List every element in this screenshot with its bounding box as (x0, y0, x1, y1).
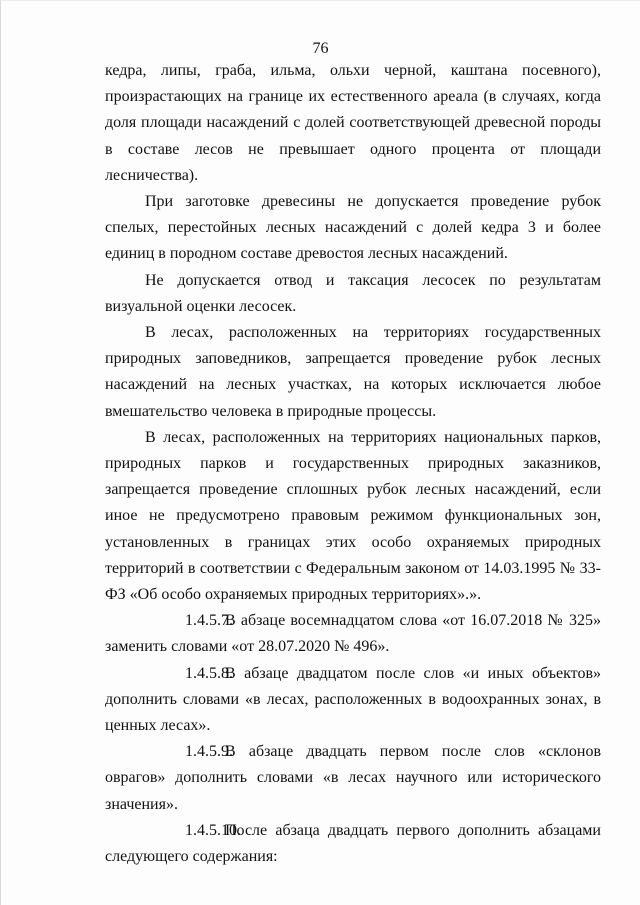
paragraph-text: Не допускается отвод и таксация лесосек по результатам визуальной оценки лесосек. (105, 271, 601, 315)
paragraph (105, 189, 601, 268)
paragraph-text: В лесах, расположенных на территориях национальных парков, природных парков и государственных природных заказников, запрещается проведение сплошных рубок лесных насаждений, если иное не предусмотрено правовым режимом функциональных зон, установленных в границах этих особо охраняемых природных территорий в соответствии с Федеральным законом от 14.03.1995 № 33-ФЗ «Об особо охраняемых природных территориях».». (105, 428, 601, 604)
amendment-clause (105, 608, 601, 660)
page-number: 76 (312, 40, 329, 57)
paragraph-text: При заготовке древесины не допускается проведение рубок спелых, перестойных лесных насаждений с долей кедра 3 и более единиц в породном составе древостоя лесных насаждений. (105, 193, 601, 263)
paragraph-text: кедра, липы, граба, ильма, ольхи черной, каштана посевного), произрастающих на границе их естественного ареала (в случаях, когда доля площади насаждений с долей соответствующей древесной породы в составе лесов не превышает одного процента от площади лесничества). (105, 62, 601, 184)
clause-text: В абзаце двадцать первом после слов «склонов оврагов» дополнить словами «в лесах научного или исторического значения». (105, 743, 601, 813)
paragraph (105, 320, 601, 425)
amendment-clause (105, 739, 601, 818)
paragraph (105, 268, 601, 320)
amendment-clause (105, 818, 601, 870)
amendment-clause (105, 661, 601, 740)
clause-text: В абзаце двадцатом после слов «и иных объектов» дополнить словами «в лесах, расположенных в водоохранных зонах, в ценных лесах». (105, 664, 601, 735)
clause-number: 1.4.5.7. (185, 612, 233, 630)
paragraph (105, 425, 601, 608)
paragraph-text: В лесах, расположенных на территориях государственных природных заповедников, запрещается проведение рубок лесных насаждений на лесных участках, на которых исключается любое вмешательство человека в природные процессы. (105, 324, 601, 420)
clause-number: 1.4.5.9. (185, 743, 233, 761)
clause-text: В абзаце восемнадцатом слова «от 16.07.2018 № 325» заменить словами «от 28.07.2020 № 496». (105, 612, 601, 656)
document-body (105, 58, 601, 870)
clause-number: 1.4.5.10. (185, 821, 241, 839)
clause-number: 1.4.5.8. (185, 664, 233, 682)
paragraph (105, 58, 601, 189)
clause-text: После абзаца двадцать первого дополнить абзацами следующего содержания: (105, 821, 601, 866)
